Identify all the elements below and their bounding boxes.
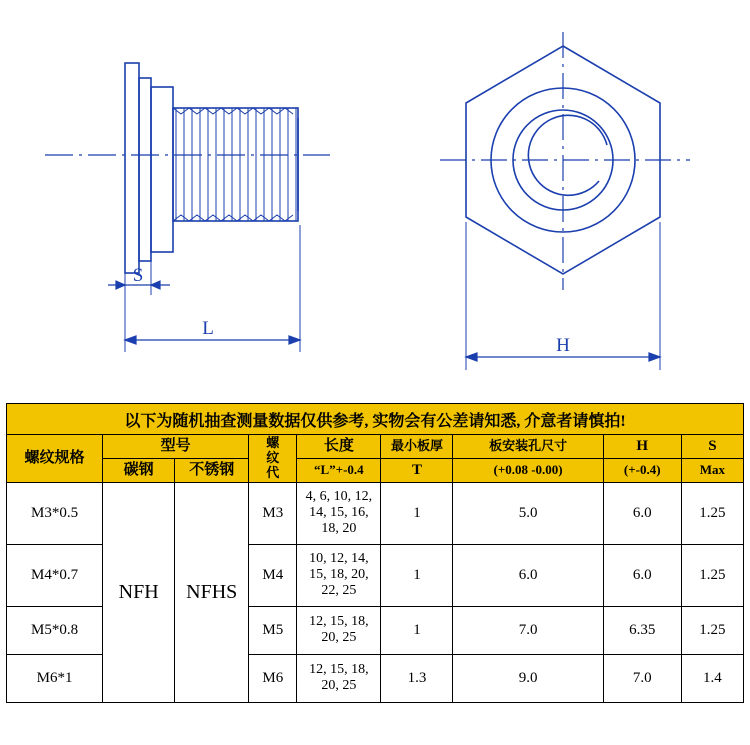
cell-h: 6.0: [603, 482, 681, 544]
cell-length: 10, 12, 14, 15, 18, 20, 22, 25: [297, 544, 381, 606]
cell-hole-size: 9.0: [453, 654, 603, 702]
cell-min-plate-thickness: 1.3: [381, 654, 453, 702]
cell-h: 6.0: [603, 544, 681, 606]
left-view-group: [125, 63, 298, 273]
dimension-h-label: H: [556, 335, 570, 356]
table-banner-row: [7, 404, 744, 435]
cell-thread-code: M3: [249, 482, 297, 544]
cell-min-plate-thickness: 1: [381, 544, 453, 606]
cell-thread-spec: M6*1: [7, 654, 103, 702]
header-thread-code-line1: 螺: [266, 435, 280, 450]
table-row: [7, 482, 744, 544]
header-model-carbon: 碳钢: [103, 458, 175, 482]
cell-thread-spec: M4*0.7: [7, 544, 103, 606]
cell-model-stainless: NFHS: [175, 482, 249, 702]
specification-table: [6, 403, 744, 703]
header-thread-code-line3: 代: [266, 464, 280, 480]
cell-hole-size: 6.0: [453, 544, 603, 606]
cell-thread-code: M5: [249, 606, 297, 654]
header-model-stainless: 不锈钢: [175, 458, 249, 482]
cell-h: 7.0: [603, 654, 681, 702]
header-min-plate-thickness-symbol: T: [381, 458, 453, 482]
header-h-tolerance: (+-0.4): [603, 458, 681, 482]
header-length: 长度: [297, 435, 381, 459]
header-s-max: Max: [681, 458, 743, 482]
cell-s: 1.25: [681, 544, 743, 606]
header-min-plate-thickness: 最小板厚: [381, 435, 453, 459]
cell-hole-size: 7.0: [453, 606, 603, 654]
header-length-tolerance: “L”+-0.4: [297, 458, 381, 482]
right-view-centerlines: [440, 32, 690, 290]
header-thread-spec: 螺纹规格: [7, 435, 103, 483]
cell-thread-spec: M3*0.5: [7, 482, 103, 544]
cell-s: 1.4: [681, 654, 743, 702]
banner-text: 以下为随机抽查测量数据仅供参考, 实物会有公差请知悉, 介意者请慎拍!: [7, 404, 744, 435]
header-hole-size-tolerance: (+0.08 -0.00): [453, 458, 603, 482]
cell-thread-spec: M5*0.8: [7, 606, 103, 654]
cell-thread-code: M4: [249, 544, 297, 606]
header-hole-size: 板安装孔尺寸: [453, 435, 603, 459]
header-h: H: [603, 435, 681, 459]
cell-thread-code: M6: [249, 654, 297, 702]
dimension-l-label: L: [202, 318, 214, 339]
cell-length: 4, 6, 10, 12, 14, 15, 16, 18, 20: [297, 482, 381, 544]
dimension-s-label: S: [132, 265, 144, 286]
cell-model-carbon: NFH: [103, 482, 175, 702]
cell-s: 1.25: [681, 482, 743, 544]
header-thread-code-line2: 纹: [266, 449, 280, 465]
cell-hole-size: 5.0: [453, 482, 603, 544]
table-header-row-1: [7, 435, 744, 459]
cell-length: 12, 15, 18, 20, 25: [297, 654, 381, 702]
header-thread-code: [249, 435, 297, 483]
cell-h: 6.35: [603, 606, 681, 654]
header-s: S: [681, 435, 743, 459]
cell-s: 1.25: [681, 606, 743, 654]
header-model-group: 型号: [103, 435, 249, 459]
cell-min-plate-thickness: 1: [381, 606, 453, 654]
cell-length: 12, 15, 18, 20, 25: [297, 606, 381, 654]
table-header-row-2: [7, 458, 744, 482]
cell-min-plate-thickness: 1: [381, 482, 453, 544]
